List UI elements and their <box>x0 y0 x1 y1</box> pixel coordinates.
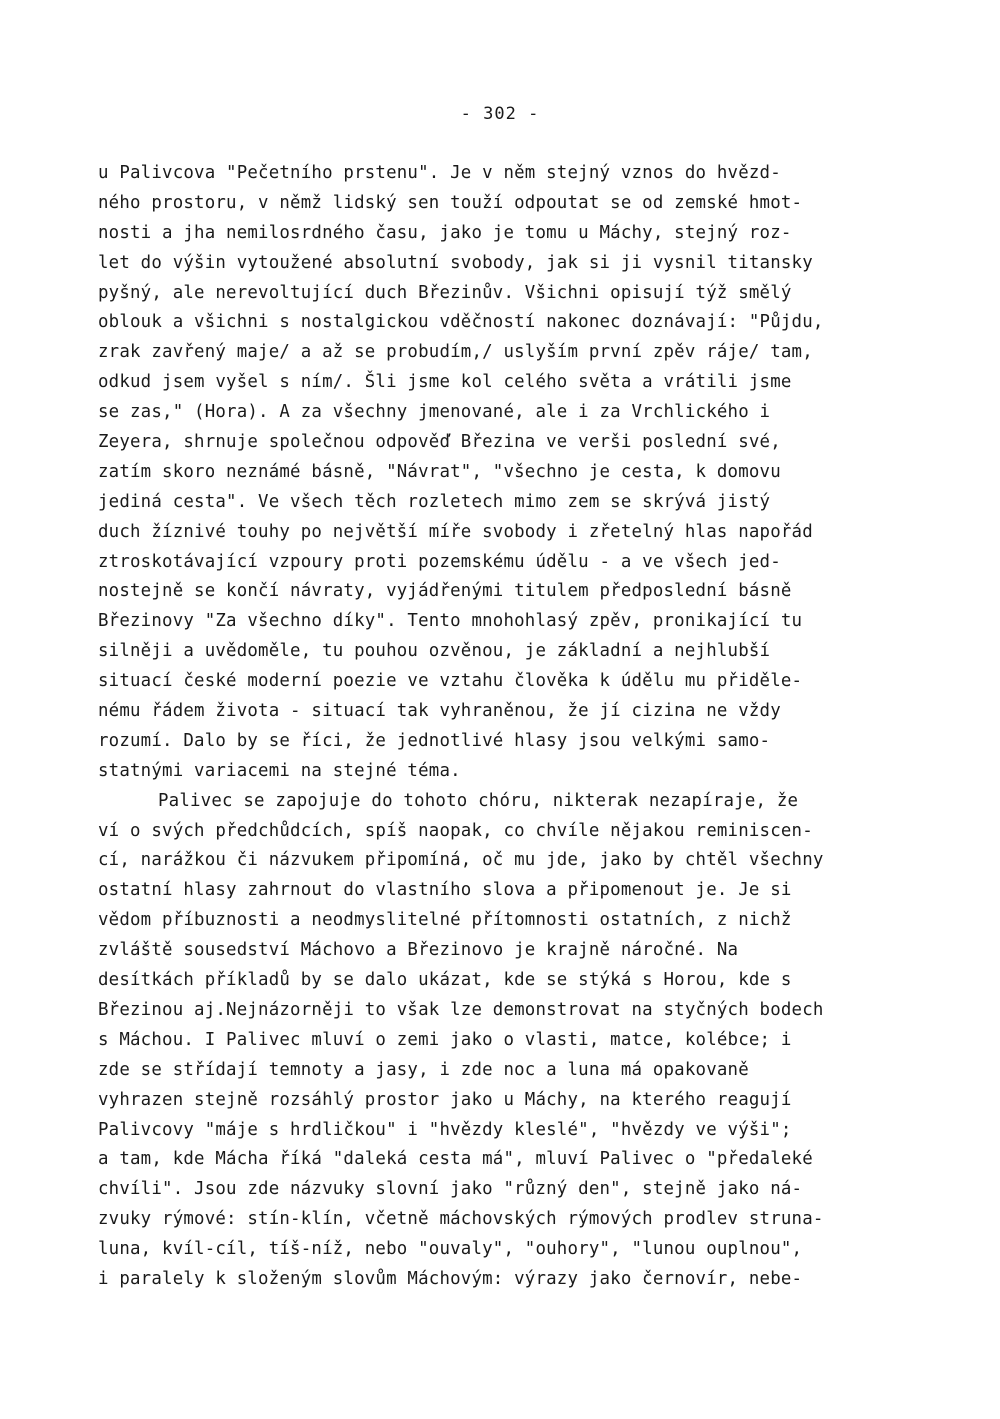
text-line: situací české moderní poezie ve vztahu člověka k údělu mu přidělе- <box>98 671 803 692</box>
text-line: ného prostoru, v němž lidský sen touží odpoutat se od zemské hmot- <box>98 192 803 213</box>
text-line: desítkách příkladů by se dalo ukázat, kde se stýká s Horou, kde s <box>98 970 792 991</box>
text-line: luna, kvíl-cíl, tíš-níž, nebo "ouvaly", "ouhory", "lunou ouplnou", <box>98 1239 803 1260</box>
text-line: a tam, kde Mácha říká "daleká cesta má", mluví Palivec o "předaleké <box>98 1149 813 1170</box>
text-line: ztroskotávající vzpoury proti pozemskému údělu - a ve všech jed- <box>98 551 781 572</box>
text-line: Březinovy "Za všechno díky". Tento mnohohlasý zpěv, pronikající tu <box>98 611 803 632</box>
paragraph-1 <box>98 159 928 787</box>
body-text <box>98 159 928 1295</box>
text-line: cí, narážkou či názvukem připomíná, oč mu jde, jako by chtěl všechny <box>98 850 824 871</box>
text-line: vyhrazen stejně rozsáhlý prostor jako u Máchy, na kterého reagují <box>98 1089 792 1110</box>
text-line: let do výšin vytoužené absolutní svobody, jak si ji vysnil titansky <box>98 252 813 273</box>
text-line: Palivec se zapojuje do tohoto chóru, nikterak nezapíraje, že <box>158 790 799 811</box>
text-line: jediná cesta". Ve všech těch rozletech mimo zem se skrývá jistý <box>98 491 771 512</box>
text-line: ostatní hlasy zahrnout do vlastního slova a připomenout je. Je si <box>98 880 792 901</box>
text-line: zvuky rýmové: stín-klín, včetně máchovských rýmových prodlev struna- <box>98 1209 824 1230</box>
text-line: rozumí. Dalo by se říci, že jednotlivé hlasy jsou velkými samo- <box>98 730 771 751</box>
text-line: s Máchou. I Palivec mluví o zemi jako o vlasti, matce, kolébce; i <box>98 1029 792 1050</box>
paragraph-2 <box>98 787 928 1295</box>
text-line: zatím skoro neznámé básně, "Návrat", "všechno je cesta, k domovu <box>98 461 781 482</box>
page-number: - 302 - <box>460 104 540 124</box>
text-line: pyšný, ale nerevoltující duch Březinův. Všichni opisují týž smělý <box>98 282 792 303</box>
text-line: silněji a uvědoměle, tu pouhou ozvěnou, je základní a nejhlubší <box>98 641 771 662</box>
text-line: se zas," (Hora). A za všechny jmenované, ale i za Vrchlického i <box>98 402 771 423</box>
text-line: nosti a jha nemilosrdného času, jako je tomu u Máchy, stejný roz- <box>98 222 792 243</box>
text-line: statnými variacemi na stejné téma. <box>98 760 461 781</box>
text-line: oblouk a všichni s nostalgickou vděčností nakonec doznávají: "Půjdu, <box>98 312 824 333</box>
text-line: duch žíznivé touhy po největší míře svobody i zřetelný hlas napořád <box>98 521 813 542</box>
text-line: i paralely k složeným slovům Máchovým: výrazy jako černovír, nebe- <box>98 1268 803 1289</box>
text-line: zrak zavřený maje/ a až se probudím,/ uslyším první zpěv ráje/ tam, <box>98 342 813 363</box>
text-line: ví o svých předchůdcích, spíš naopak, co chvíle nějakou reminiscen- <box>98 820 813 841</box>
text-line: Zeyera, shrnuje společnou odpověď Březina ve verši poslední své, <box>98 432 781 453</box>
text-line: odkud jsem vyšel s ním/. Šli jsme kol celého světa a vrátili jsme <box>98 372 792 393</box>
text-line: nému řádem života - situací tak vyhraněnou, že jí cizina ne vždy <box>98 701 781 722</box>
text-line: nostejně se končí návraty, vyjádřenými titulem předposlední básně <box>98 581 792 602</box>
text-line: chvíli". Jsou zde názvuky slovní jako "různý den", stejně jako ná- <box>98 1179 803 1200</box>
text-line: Březinou aj.Nejnázorněji to však lze demonstrovat na styčných bodech <box>98 999 824 1020</box>
text-line: zvláště sousedství Máchovo a Březinovo je krajně náročné. Na <box>98 940 739 961</box>
text-line: u Palivcova "Pečetního prstenu". Je v něm stejný vznos do hvězd- <box>98 163 781 183</box>
text-line: zde se střídají temnoty a jasy, i zde noc a luna má opakovaně <box>98 1059 749 1080</box>
text-line: Palivcovy "máje s hrdličkou" i "hvězdy kleslé", "hvězdy ve výši"; <box>98 1119 792 1140</box>
text-line: vědom příbuznosti a neodmyslitelné přítomnosti ostatních, z nichž <box>98 910 792 931</box>
